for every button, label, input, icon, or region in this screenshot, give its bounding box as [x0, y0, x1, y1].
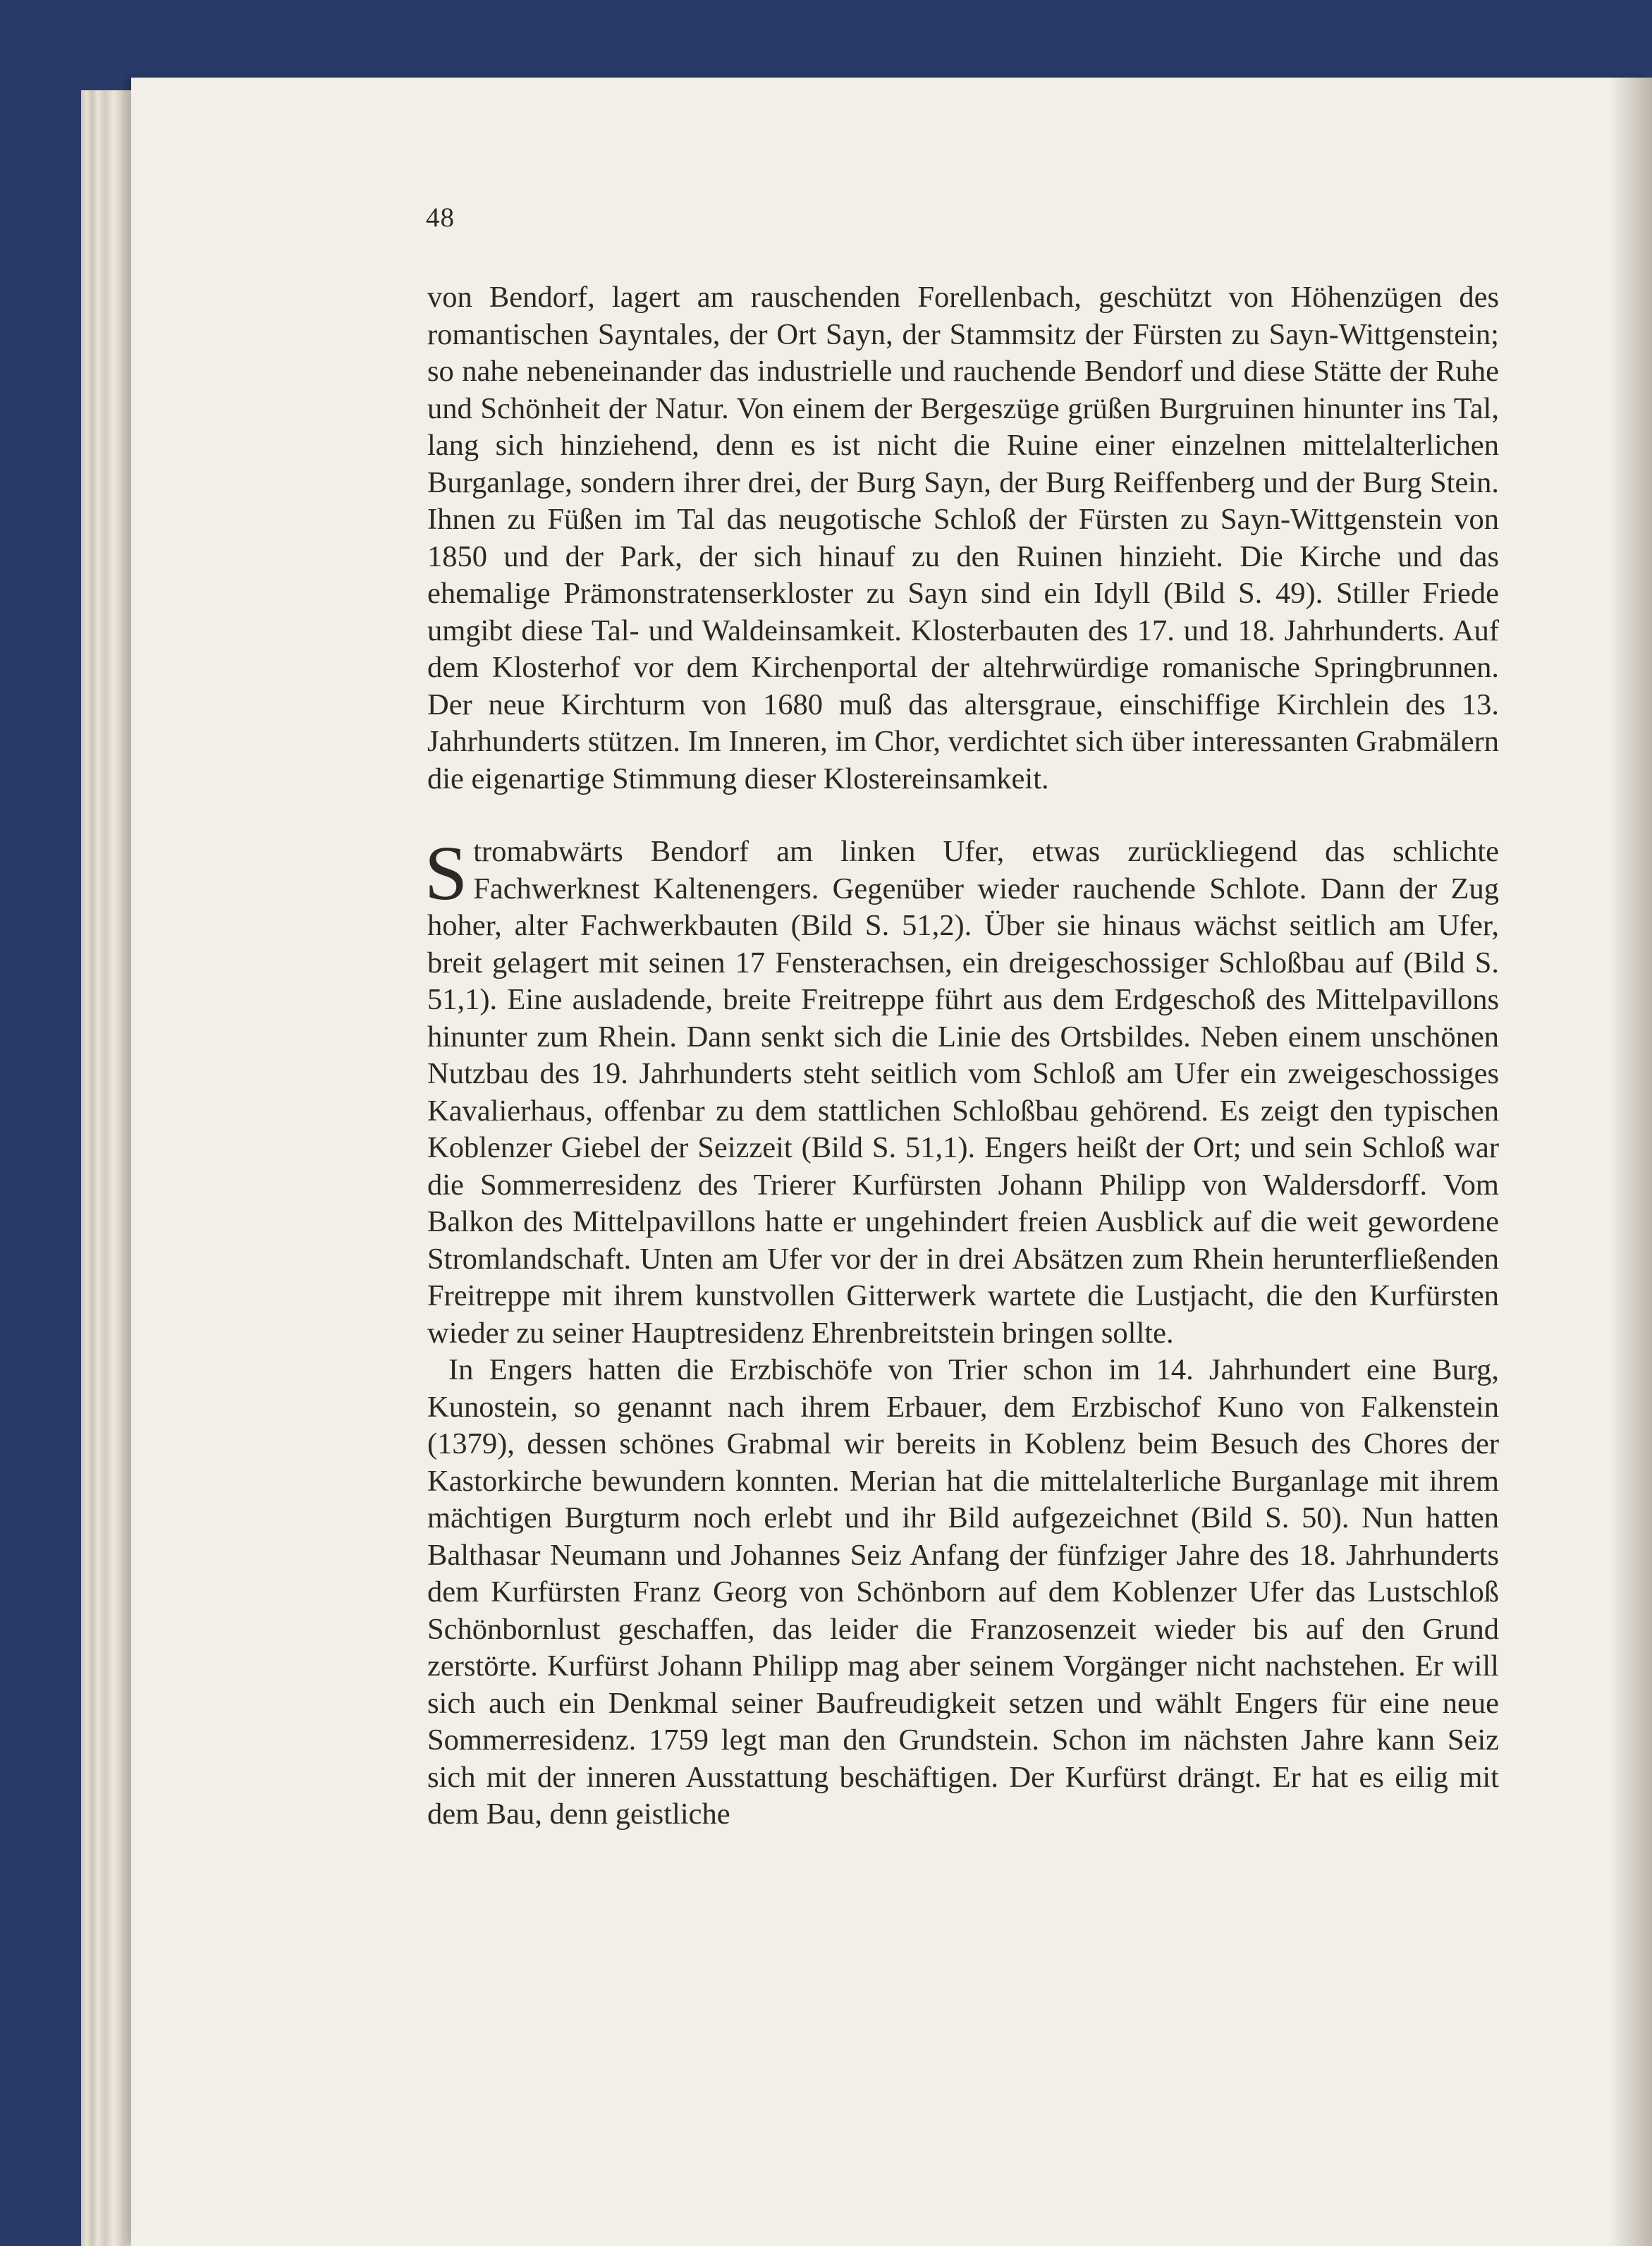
drop-cap-initial: S — [424, 830, 468, 916]
paragraph-kunostein: In Engers hatten die Erzbischöfe von Trier schon im 14. Jahrhundert eine Burg, Kunostein, so genannt nach ihrem Erbauer, dem Erzbischof Kuno von Falkenstein (1379), dessen schönes Grabmal wir bereits in Koblenz beim Besuch des Chores der Kastorkirche bewundern konnten. Merian hat die mittelalterliche Burganlage mit ihrem mächtigen Burgturm noch erlebt und ihr Bild aufgezeichnet (Bild S. 50). Nun hatten Balthasar Neumann und Johannes Seiz Anfang der fünfziger Jahre des 18. Jahrhunderts dem Kurfürsten Franz Georg von Schönborn auf dem Koblenzer Ufer das Lustschloß Schönbornlust geschaffen, das leider die Franzosenzeit wieder bis auf den Grund zerstörte. Kurfürst Johann Philipp mag aber seinem Vorgänger nicht nachstehen. Er will sich auch ein Denkmal seiner Baufreudigkeit setzen und wählt Engers für eine neue Sommerresidenz. 1759 legt man den Grundstein. Schon im nächsten Jahre kann Seiz sich mit der inneren Ausstattung beschäftigen. Der Kurfürst drängt. Er hat es eilig mit dem Bau, denn geistliche — [427, 1353, 1499, 1831]
paragraph-engers — [424, 830, 1499, 1352]
paragraph-sayn: von Bendorf, lagert am rauschenden Forellenbach, geschützt von Höhenzügen des romantischen Sayntales, der Ort Sayn, der Stammsitz der Fürsten zu Sayn-Wittgenstein; so nahe nebeneinander das industrielle und rauchende Bendorf und diese Stätte der Ruhe und Schönheit der Natur. Von einem der Bergeszüge grüßen Burgruinen hinunter ins Tal, lang sich hinziehend, denn es ist nicht die Ruine einer einzelnen mittelalterlichen Burganlage, sondern ihrer drei, der Burg Sayn, der Burg Reiffenberg und der Burg Stein. Ihnen zu Füßen im Tal das neugotische Schloß der Fürsten zu Sayn-Wittgenstein von 1850 und der Park, der sich hinauf zu den Ruinen hinzieht. Die Kirche und das ehemalige Prämonstratenserkloster zu Sayn sind ein Idyll (Bild S. 49). Stiller Friede umgibt diese Tal- und Waldeinsamkeit. Klosterbauten des 17. und 18. Jahrhunderts. Auf dem Klosterhof vor dem Kirchenportal der altehrwürdige romanische Springbrunnen. Der neue Kirchturm von 1680 muß das altersgraue, einschiffige Kirchlein des 13. Jahrhunderts stützen. Im Inneren, im Chor, verdichtet sich über interessanten Grabmälern die eigenartige Stimmung dieser Klostereinsamkeit. — [427, 281, 1499, 795]
paragraph-engers-text: tromabwärts Bendorf am linken Ufer, etwas zurückliegend das schlichte Fachwerknest Kaltenengers. Gegenüber wieder rauchende Schlote. Dann der Zug hoher, alter Fachwerkbauten (Bild S. 51,2). Über sie hinaus wächst seitlich am Ufer, breit gelagert mit seinen 17 Fensterachsen, ein dreigeschossiger Schloßbau auf (Bild S. 51,1). Eine ausladende, breite Freitreppe führt aus dem Erdgeschoß des Mittelpavillons hinunter zum Rhein. Dann senkt sich die Linie des Ortsbildes. Neben einem unschönen Nutzbau des 19. Jahrhunderts steht seitlich vom Schloß am Ufer ein zweigeschossiges Kavalierhaus, offenbar zu dem stattlichen Schloßbau gehörend. Es zeigt den typischen Koblenzer Giebel der Seizzeit (Bild S. 51,1). Engers heißt der Ort; und sein Schloß war die Sommerresidenz des Trierer Kurfürsten Johann Philipp von Waldersdorff. Vom Balkon des Mittelpavillons hatte er ungehindert freien Ausblick auf die weit gewordene Stromlandschaft. Unten am Ufer vor der in drei Absätzen zum Rhein herunterfließenden Freitreppe mit ihrem kunstvollen Gitterwerk wartete die Lustjacht, die den Kurfürsten wieder zu seiner Hauptresidenz Ehrenbreitstein bringen sollte. — [427, 835, 1499, 1350]
page-number: 48 — [426, 202, 455, 233]
body-text — [424, 279, 1499, 1833]
